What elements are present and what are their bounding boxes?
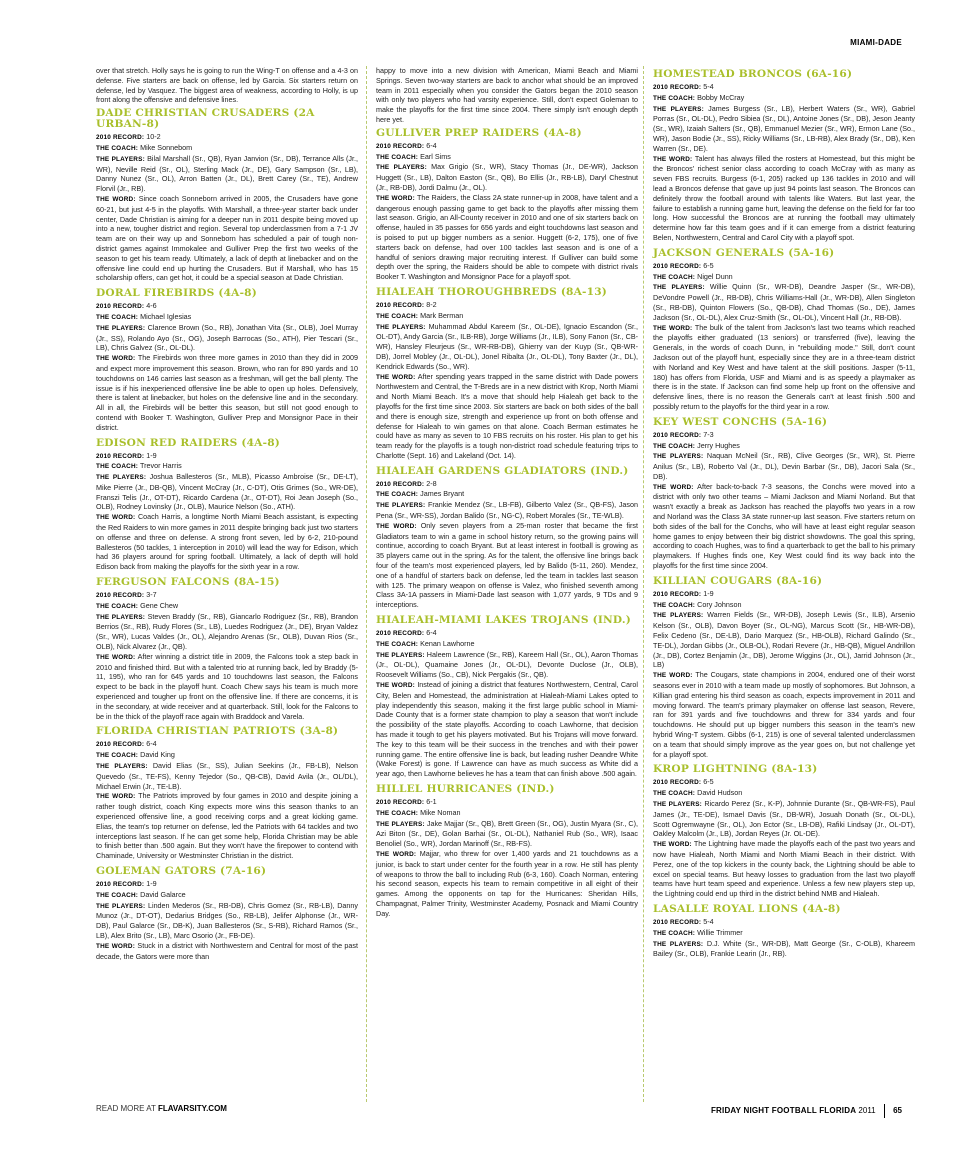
- page-number: 65: [893, 1106, 902, 1116]
- team-word-text: The Cougars, state champions in 2004, endured one of their worst seasons ever in 2010 with a team made up mostly of sophomores. But Johnson, a Killian grad entering his third season as coach, expects improvement in 2011 and moving forward. The team's primary playmaker on offense last season, Revere, ran for 391 yards and five touchdowns and threw for 334 yards and four touchdowns. He should put up bigger numbers this season in the team's new hybrid Wing-T system. Gibbs (6-1, 215) is one of several talented underclassmen on a team that should simply improve as the year goes on, but not challenge yet for a playoff spot.: [653, 670, 915, 759]
- team-coach-text: Gene Chew: [140, 600, 179, 610]
- team-players-text: David Elias (Sr., SS), Julian Seekins (Jr., FB-LB), Nelson Quevedo (Sr., TE-FS), Kenny Tejedor (So., QB-CB), David Avila (Jr., OL/DL), Michael Erwin (Jr., TE-LB).: [96, 761, 359, 791]
- team-profile: [376, 287, 638, 461]
- team-word-label: THE WORD:: [96, 195, 136, 203]
- team-profile: [653, 69, 915, 243]
- team-players-text: Jake Majjar (Sr., QB), Brett Green (Sr., OG), Justin Myara (Sr., C), Azi Biton (Sr., DE), Golan Barhai (Sr., OL-DL), Nathaniel Rub (So., WR), Isaac Benoliel (So., WR), Jordan Marinoff (Sr., RB-FS).: [376, 818, 638, 849]
- team-players: [653, 799, 915, 839]
- team-players-label: THE PLAYERS:: [653, 801, 703, 808]
- team-coach: [653, 272, 915, 283]
- team-record-label: 2010 RECORD:: [96, 134, 145, 142]
- team-profile: [653, 417, 915, 571]
- team-record-text: 6-5: [703, 777, 714, 787]
- team-coach-label: THE COACH:: [96, 891, 139, 899]
- team-word-text: Talent has always filled the rosters at Homestead, but this might be the Broncos' richest senior class according to coach McCray with as many as seven FBS recruits. Burgess (6-1, 205) racked up 136 tackles in 2010 and will lead a Broncos defense that gave up just 94 points last season. The Broncos can definitely throw the football around with talents like Waters. But last year, the failure to establish a running game hurt, leaving the defense on the field for far too long. How successful the Broncos are at running the football may ultimately determine how far this team goes and if it can emerge from a district featuring Belen, Northwestern, Central and Carol City with a playoff spot.: [653, 153, 916, 242]
- team-players-text: Naquan McNeil (Sr., RB), Clive Georges (Sr., WR), St. Pierre Anilus (Sr., LB), Roberto Val (Jr., DL), Devin Barbar (Sr., DB), Jacori Sala (Sr., DB).: [653, 451, 915, 481]
- team-word-text: The Patriots improved by four games in 2010 and despite joining a rather tough district, coach King expects more wins this season thanks to an experienced offensive line, a good receiving corps and a great kicking game. Elias, the team's top returner on defense, led the Patriots with 64 tackles and two interceptions last season. If he can get some help, Florida Christian may be able to finish better than .500 again. But they won't have the firepower to contend with Chaminade, University or Westminster Christian in the district.: [96, 791, 358, 861]
- team-players: [376, 650, 638, 680]
- team-word-label: THE WORD:: [653, 483, 694, 491]
- read-more-prefix: READ MORE AT: [96, 1104, 158, 1113]
- team-players: [376, 162, 638, 192]
- team-players-text: Warren Fields (Sr., WR-DB), Joseph Lewis (Sr., ILB), Arsenio Kelson (Sr., OLB), Davon Boyer (Sr., OL-NG), Marcus Scott (Sr., HB-WR-DB), Felix Cedeno (Sr., DE-LB), Dario Marquez (Sr., HB-OLB), Richard Galindo (Sr., TE-DL), Jordan Gibbs (Jr., OLB-OL), Rodari Revere (Jr., HB-QB), Miguel Andrillon (Jr., DB), Cortez Benjamin (Jr., DB), Jerome Wiggins (Jr., OL), Jarrid Johnson (Jr., LB): [653, 610, 916, 670]
- team-profile: [96, 726, 358, 861]
- team-record: [653, 82, 915, 93]
- team-word: [96, 194, 358, 283]
- team-word-label: THE WORD:: [96, 514, 136, 522]
- team-coach-label: THE COACH:: [376, 491, 419, 499]
- team-players-text: Clarence Brown (So., RB), Jonathan Vita (Sr., OLB), Joel Murray (Jr., SS), Rolando Ayo (Sr., OG), Joseph Barrocas (So., ATH), Pier Tescari (Sr., LB), Chris Galvez (Sr., OL-DL).: [96, 322, 358, 353]
- team-record-label: 2010 RECORD:: [653, 262, 702, 270]
- team-players: [653, 939, 915, 960]
- team-word-label: THE WORD:: [653, 155, 693, 163]
- team-word-label: THE WORD:: [376, 194, 415, 202]
- team-name: EDISON RED RAIDERS (4A-8): [96, 436, 280, 449]
- team-coach: [653, 93, 915, 104]
- team-record-label: 2010 RECORD:: [376, 301, 425, 309]
- team-coach-text: Cory Johnson: [697, 599, 742, 609]
- team-profile: [376, 128, 638, 282]
- team-name: JACKSON GENERALS (5A-16): [653, 246, 835, 259]
- team-coach-text: Mike Noman: [420, 807, 461, 817]
- team-coach-label: THE COACH:: [376, 312, 419, 320]
- team-players-text: Ricardo Perez (Sr., K-P), Johnnie Durante (Sr., QB-WR-FS), Paul James (Jr., TE-DE), Ismael Davis (Sr., DB-WR), Josuah Donath (Sr., OL-DL), Scott Ogremwayne (Sr., OL), Jon Ector (Sr., LB-DB), Rafiki Lindsay (Jr., OL-DT), Oakley Malcolm (Jr., LB), Jordan Reyes (Jr. OL-DE).: [653, 799, 916, 839]
- team-record-text: 6-1: [426, 797, 437, 806]
- team-word-text: Stuck in a district with Northwestern and Central for most of the past decade, the Gators were more than: [96, 940, 358, 961]
- team-players-label: THE PLAYERS:: [96, 324, 146, 332]
- team-record-label: 2010 RECORD:: [653, 84, 702, 91]
- team-coach-label: THE COACH:: [653, 442, 696, 450]
- team-word-text: Coach Harris, a longtime North Miami Beach assistant, is expecting the Red Raiders to win more games in 2011 despite bringing back just two starters on offense and three on defense. A strong front seven, led by 6-2, 210-pound Ballesteros (50 tackles, 1 interception in 2010) will lead the way for Edison, which had 36 players around for spring football. Ultimately, a lack of depth will hold Edison back from making the playoffs for the sixth year in a row.: [96, 512, 359, 572]
- team-name: HILLEL HURRICANES (IND.): [376, 783, 555, 795]
- page-footer: [96, 1104, 902, 1118]
- team-word-label: THE WORD:: [96, 653, 136, 661]
- team-coach-label: THE COACH:: [376, 809, 419, 817]
- team-record-label: 2010 RECORD:: [96, 741, 145, 749]
- team-coach-label: THE COACH:: [653, 601, 696, 609]
- team-players-label: THE PLAYERS:: [653, 940, 704, 948]
- team-players-label: THE PLAYERS:: [376, 651, 425, 659]
- team-coach-label: THE COACH:: [96, 752, 139, 760]
- team-record-label: 2010 RECORD:: [96, 880, 145, 888]
- team-word: [653, 154, 915, 243]
- team-players: [376, 819, 638, 849]
- team-coach: [653, 441, 915, 452]
- team-coach-label: THE COACH:: [376, 153, 419, 161]
- team-coach-text: David King: [140, 750, 175, 760]
- team-name: DADE CHRISTIAN CRUSADERS (2A URBAN-8): [96, 107, 315, 131]
- team-coach: [653, 600, 915, 611]
- team-record: [96, 739, 358, 750]
- team-record-text: 4-6: [146, 301, 157, 311]
- team-profile: [96, 288, 358, 432]
- team-word-label: THE WORD:: [376, 373, 416, 381]
- team-profile: [653, 764, 915, 899]
- team-coach: [96, 461, 358, 472]
- team-coach-label: THE COACH:: [653, 273, 696, 281]
- team-record: [96, 301, 358, 312]
- team-players: [376, 500, 638, 521]
- team-name: FLORIDA CHRISTIAN PATRIOTS (3A-8): [96, 725, 339, 738]
- team-record-label: 2010 RECORD:: [653, 431, 702, 439]
- team-word-text: After back-to-back 7-3 seasons, the Conchs were moved into a district with only two other teams – Miami Jackson and Miami Norland. But that wasn't exactly a break as Jackson has reached the playoffs two years in a row and Norland was the Class 3A state runner-up last season. Five starters return on both sides of the ball for the Conchs, who will have at least eight regular season home games to enjoy between their big district showdowns. The goal this spring, according to coach Hughes, was to find a quarterback to get the ball to his primary playmakers. If Hughes finds one, Key West could find its way back into the playoffs for the first time since 2004.: [653, 481, 915, 571]
- team-profile: [653, 248, 915, 412]
- team-record-text: 7-3: [703, 429, 714, 439]
- team-record-label: 2010 RECORD:: [96, 303, 145, 311]
- team-record-text: 2-8: [426, 478, 437, 488]
- team-name: HIALEAH THOROUGHBREDS (8A-13): [376, 285, 607, 298]
- team-word: [653, 323, 915, 412]
- team-players-label: THE PLAYERS:: [653, 105, 704, 113]
- team-profile: [96, 577, 358, 721]
- team-players-label: THE PLAYERS:: [376, 820, 425, 828]
- team-word-label: THE WORD:: [96, 355, 136, 363]
- team-players-label: THE PLAYERS:: [96, 902, 146, 910]
- team-name: HOMESTEAD BRONCOS (6A-16): [653, 68, 853, 80]
- team-players-label: THE PLAYERS:: [653, 612, 704, 620]
- team-players: [96, 154, 358, 194]
- team-word-label: THE WORD:: [653, 672, 693, 680]
- team-word: [96, 353, 358, 432]
- team-record-text: 6-4: [426, 140, 437, 150]
- team-players: [96, 901, 358, 941]
- team-profile: [96, 438, 358, 573]
- team-coach: [653, 928, 915, 939]
- team-word-text: The Raiders, the Class 2A state runner-up in 2008, have talent and a dangerous enough passing game to get back to the playoffs after missing them last season. Grigio, an All-County receiver in 2010 and one of six starters back on offense, hauled in 35 passes for 656 yards and eight touchdowns last season and is poised to put up bigger numbers as a senior. Huggett (6-2, 175), one of five starters back on defense, had over 100 tackles last season and is one of a handful of seniors drawing major recruiting interest. If Gulliver can build some depth over the spring, the Raiders should be able to compete with district rivals Booker T. Washington and Monsignor Pace for a playoff spot.: [376, 192, 638, 282]
- column-1: [96, 66, 358, 966]
- team-coach-label: THE COACH:: [96, 313, 139, 321]
- team-players-text: Muhammad Abdul Kareem (Sr., OL-DE), Ignacio Escandon (Sr., OL-DT), Andy Garcia (Sr., ILB-RB), Jorge Williams (Jr., ILB), Sony Fanon (Sr., CB-WR), Hansley Fleurjeus (Sr., WR-RB-DB), Ghierry van der Kuyp (Sr., QB-WR-DB), Jorrel Mobley (Jr., OL-DL), Jonel Ribalta (Jr., OL-DL), Tony Baxter (Jr., DL), Kendrick Edwards (So., WR).: [376, 321, 639, 371]
- team-record-label: 2010 RECORD:: [376, 480, 425, 488]
- team-word-label: THE WORD:: [96, 793, 136, 801]
- team-record-label: 2010 RECORD:: [653, 779, 702, 787]
- team-word-label: THE WORD:: [653, 324, 693, 332]
- team-name: KILLIAN COUGARS (8A-16): [653, 574, 823, 587]
- team-record-label: 2010 RECORD:: [653, 918, 702, 926]
- magazine-name: FRIDAY NIGHT FOOTBALL FLORIDA: [710, 1106, 857, 1116]
- team-record-label: 2010 RECORD:: [376, 630, 425, 638]
- team-coach-text: Michael Iglesias: [140, 311, 192, 321]
- team-players: [653, 610, 915, 670]
- team-word-text: After spending years trapped in the same district with Dade powers Northwestern and Central, the T-Breds are in a new district with Krop, North Miami and North Miami Beach. It's a move that should help Hialeah get back to the playoffs for the first time since 2003. Six starters are back on both sides of the ball and there is enough size, strength and experience up front on both offense and defense for Hialeah to win games on that alone. Coach Berman estimates he could have as many as seven to 10 FBS recruits on his roster. His plan to get his team ready for the playoffs is a tough non-district road schedule featuring trips to Charlotte (Sept. 16) and Lakeland (Oct. 14).: [376, 371, 638, 460]
- team-players-text: Linden Mederos (Sr., RB-DB), Chris Gomez (Sr., RB-LB), Danny Munoz (Jr., DT-OT), Dedarius Bridges (So., RB-LB), Jelifer Alphonse (Jr., WR-DB), Paul Galarce (Sr., DB-K), Juan Ballesteros (Sr., S-RB), Richard Ramos (Sr., LB), Alex Brito (Sr., LB), Marc Osorio (Jr., FB-DE).: [96, 900, 358, 940]
- team-coach-text: Willie Trimmer: [697, 927, 743, 937]
- team-coach-text: James Bryant: [420, 489, 465, 499]
- team-record-text: 6-4: [426, 628, 437, 638]
- team-profile: [376, 784, 638, 919]
- team-profile: [96, 866, 358, 961]
- team-word-text: Only seven players from a 25-man roster that became the first Gladiators team to win a game in school history return, so the growing pains will continue, according to coach Bryant. But at least interest in football is growing as 35 players came out in the spring. As for the talent, the offensive line brings back four of the team's most experienced players, led by Balido (5-11, 260). Mendez, one of a handful of starters back on defense, led the team in tackles last season with 125. The primary weapon on offense is Valez, who finished seventh among Class 3A-1A passers in Miami-Dade last season with 1,077 yards, 9 TDs and 9 interceptions.: [376, 520, 639, 610]
- team-word: [376, 521, 638, 610]
- team-coach-text: Mike Sonnebom: [140, 142, 193, 152]
- team-players-label: THE PLAYERS:: [376, 164, 427, 172]
- team-players: [96, 761, 358, 791]
- team-coach-label: THE COACH:: [653, 790, 696, 798]
- team-name: HIALEAH-MIAMI LAKES TROJANS (IND.): [376, 614, 632, 627]
- team-coach-text: Mark Berman: [420, 310, 464, 320]
- team-coach-label: THE COACH:: [653, 94, 696, 102]
- team-name: KROP LIGHTNING (8A-13): [653, 763, 818, 776]
- team-name: DORAL FIREBIRDS (4A-8): [96, 287, 257, 300]
- team-profile: [376, 615, 638, 779]
- team-profile: [653, 904, 915, 959]
- team-word: [96, 652, 358, 722]
- team-name: KEY WEST CONCHS (5A-16): [653, 415, 828, 428]
- team-word: [376, 680, 638, 779]
- team-record-text: 6-4: [146, 739, 157, 749]
- column-divider: [643, 66, 644, 1102]
- team-record: [376, 479, 638, 490]
- folio-divider: [884, 1104, 885, 1118]
- team-word-label: THE WORD:: [376, 682, 416, 690]
- team-coach-label: THE COACH:: [96, 602, 139, 610]
- team-word: [653, 482, 915, 571]
- team-record: [96, 590, 358, 601]
- team-coach-label: THE COACH:: [653, 929, 696, 937]
- team-coach: [376, 808, 638, 819]
- team-word-text: After winning a district title in 2009, the Falcons took a step back in 2010 and finished third. But with a talented trio at running back, led by Braddy (5-11, 195), who ran for 645 yards and 10 touchdowns last season, the Falcons expect to be back in the playoff hunt. Coach Chew says his team is much more experienced and tougher up front on the offensive line. If there are concerns, it is in the secondary, at wide receiver and at quarterback. Still, look for the Falcons to be in the thick of the playoff race again with Braddock and Varela.: [96, 651, 358, 721]
- team-record: [653, 589, 915, 600]
- team-coach: [96, 601, 358, 612]
- team-record-text: 6-5: [703, 260, 714, 270]
- team-coach-text: Nigel Dunn: [697, 271, 733, 281]
- team-word: [653, 839, 915, 899]
- team-coach: [96, 312, 358, 323]
- team-word-label: THE WORD:: [653, 841, 692, 849]
- team-name: GULLIVER PREP RAIDERS (4A-8): [376, 126, 582, 139]
- team-players-text: D.J. White (Sr., WR-DB), Matt George (Sr., C-OLB), Khareem Bailey (Sr., OLB), Frankie Learin (Jr., RB).: [653, 938, 915, 959]
- team-profile: [96, 108, 358, 283]
- team-word-text: The bulk of the talent from Jackson's last two teams which reached the playoffs either graduated (13 seniors) or transferred (five), leaving the Generals, in the words of coach Dunn, in "rebuilding mode." Still, don't count Jackson out of the playoff hunt, especially since they are in a three-team district with Norland and Key West and have talent at the skill positions. Jasper (5-11, 180) has offers from Florida, USF and Miami and is as speedy a playmaker as there is in the state. If Jackson can find some help up front on the offensive and defensive lines, there is no reason the Generals can't at least finish .500 and possibly return to the playoffs for the third year in a row.: [653, 322, 916, 411]
- team-name: HIALEAH GARDENS GLADIATORS (IND.): [376, 464, 629, 477]
- team-players-text: Steven Braddy (Sr., RB), Giancarlo Rodriguez (Sr., RB), Brandon Berrios (Sr., RB), Rudy Flores (Sr., LB), Luedes Rodriguez (Jr., DE), Bryan Valdez (Sr., WR), Lucas Valdes (Jr., OL), Alejandro Arenas (Sr., OLB), Duvan Rios (Sr., OLB), Nick Alvarez (Jr., QB).: [96, 611, 358, 652]
- team-word-label: THE WORD:: [96, 942, 136, 950]
- team-coach-text: Jerry Hughes: [697, 440, 740, 450]
- team-record-text: 1-9: [146, 878, 157, 888]
- column-2: [376, 66, 638, 924]
- team-players-text: Frankie Mendez (Sr., LB-FB), Gilberto Valez (Sr., QB-FS), Jason Pena (Sr., WR-SS), Jordan Balido (Sr., NG-C), Robert Morales (Sr., TE-WLB).: [376, 500, 638, 521]
- team-players: [653, 451, 915, 481]
- team-coach-text: David Hudson: [697, 788, 743, 798]
- column-3: [653, 66, 915, 964]
- team-players-label: THE PLAYERS:: [96, 155, 145, 163]
- team-record-text: 1-9: [146, 450, 157, 460]
- team-word-text: Majjar, who threw for over 1,400 yards and 21 touchdowns as a junior, is back to start under center for the fourth year in a row. He still has plenty of weapons to throw the ball to including Rub (6-3, 160). Coach Norman, entering his second season, expects his team to remain competitive in all eight of their games. Among the opponents on tap for the Hurricanes: Sheridan Hills, Champagnat, Palmer Trinity, Westminster Academy, Posnack and Miami Country Day.: [376, 848, 639, 918]
- team-record-text: 10-2: [146, 132, 161, 142]
- team-word: [376, 193, 638, 282]
- team-coach-label: THE COACH:: [96, 463, 139, 471]
- team-coach: [96, 143, 358, 154]
- team-coach-text: Bobby McCray: [697, 92, 745, 102]
- team-record: [653, 777, 915, 788]
- team-players-text: Haleem Lawrence (Sr., RB), Kareem Hall (Sr., OL), Aaron Thomas (Jr., OL-DL), Quamaine Jones (Jr., OL-DL), Devonte Duclose (Jr., OLB), Roosevelt Williams (So., CB), Nick Pergakis (Sr., QB).: [376, 649, 638, 680]
- team-word-text: The Firebirds won three more games in 2010 than they did in 2009 and expect more improvement this season. Brown, who ran for 890 yards and 10 touchdowns on 146 carries last season as a freshman, will get the ball plenty. The issue is if his inexperienced offensive line be able to open up holes. Defensively, there is talent at linebacker, but holes on the defensive line and in the secondary. All in all, the Firebirds will be better this season, but still not good enough to contend with Booker T. Washington, Gulliver Prep and Monsignor Pace in their district.: [96, 353, 359, 432]
- team-players: [653, 282, 915, 322]
- team-coach: [96, 750, 358, 761]
- team-record-text: 8-2: [426, 299, 437, 309]
- team-coach: [653, 788, 915, 799]
- team-coach-label: THE COACH:: [96, 144, 139, 152]
- team-record: [376, 141, 638, 152]
- team-players: [96, 612, 358, 652]
- team-coach-label: THE COACH:: [376, 640, 419, 648]
- team-players-text: Bilal Marshall (Sr., QB), Ryan Janvion (Sr., DB), Terrance Alls (Jr., WR), Neville Reid (Sr., OL), Sterling Mack (Jr., DE), Gary Sampson (Sr., LB), Danny Nunez (Sr., OL), Arron Batten (Jr., DL), Brett Carey (Sr., TE), Andrew Florvil (Jr., RB).: [96, 153, 359, 194]
- team-word: [96, 791, 358, 861]
- team-players: [96, 472, 358, 512]
- team-coach-text: Kenan Lawhorne: [420, 638, 475, 648]
- magazine-year: 2011: [858, 1106, 876, 1116]
- team-players-label: THE PLAYERS:: [96, 763, 148, 771]
- team-players-label: THE PLAYERS:: [376, 323, 426, 331]
- intro-text: happy to move into a new division with American, Miami Beach and Miami Springs. Seven two-way starters are back to anchor what should be an improved team in 2011 especially when you consider the Gators began the 2010 season with only two players who had varsity experience. Still, don't expect Goleman to make the playoffs for the first time since 2004. There simply isn't enough depth here yet.: [376, 66, 638, 124]
- team-players: [96, 323, 358, 353]
- team-record: [96, 132, 358, 143]
- intro-continuation: [376, 66, 638, 125]
- team-record-label: 2010 RECORD:: [96, 452, 145, 460]
- team-coach-text: Earl Sims: [420, 151, 451, 161]
- team-record-label: 2010 RECORD:: [96, 592, 145, 600]
- team-coach: [376, 152, 638, 163]
- team-players-text: James Burgess (Sr., LB), Herbert Waters (Sr., WR), Gabriel Porras (Sr., OL-DL), Pedro Sibiea (Sr., DL), Antoine Jones (Sr., DB), Jeson Jeanty (Sr., WR), Izaiah Salters (Sr., QB), Emmanuel Mezier (Sr., WR), Ermon Lane (So., WR), Jason Bodie (Jr., SS), Ricky Williams (Sr., LB-RB), Alex Brady (Sr., DB), Ken Warren (Sr., DE).: [653, 103, 916, 153]
- team-record: [376, 797, 638, 808]
- team-record: [653, 430, 915, 441]
- team-players-label: THE PLAYERS:: [376, 502, 426, 510]
- team-word: [376, 372, 638, 461]
- team-players-label: THE PLAYERS:: [96, 613, 146, 621]
- team-word: [96, 941, 358, 962]
- team-coach-text: Trevor Harris: [140, 461, 182, 471]
- team-word: [376, 849, 638, 919]
- team-coach: [376, 639, 638, 650]
- team-record: [653, 917, 915, 928]
- team-profile: [376, 466, 638, 610]
- folio: [711, 1104, 902, 1118]
- team-word-text: Since coach Sonneborn arrived in 2005, the Crusaders have gone 60-21, but just 4-5 in the playoffs. With Marshall, a three-year starter back under center, Dade Christian is aiming for a deeper run in 2011 despite being moved up into a new, tougher district and region. Several top underclassmen from a 7-1 JV team are on their way up and Sonneborn has scheduled a pair of tough non-district games against Immokalee and Gulliver Prep the first two weeks of the season to get his team ready. Ultimately, a lack of depth at linebacker and on the offensive line could end up hurting the Crusaders. But if Marshall, who has 15 scholarship offers, can get hot, it could be a special season at Dade Christian.: [96, 193, 359, 283]
- intro-text: over that stretch. Holly says he is going to run the Wing-T on offense and a 4-3 on defense. Five starters are back on offense, led by Garcia. Six starters return on defense, led by Vasquez. The biggest area of weakness, according to Holly, is up front along the offensive and defensive lines.: [96, 66, 358, 105]
- team-record: [96, 879, 358, 890]
- team-record-label: 2010 RECORD:: [376, 142, 425, 150]
- team-players-text: Max Grigio (Sr., WR), Stacy Thomas (Jr., DE-WR), Jackson Huggett (Sr., LB), Dalton Easton (Sr., QB), Bo Ellis (Jr., RB-LB), Daryl Chestnut (Jr., RB-DB), Jordi Dalmu (Jr., OL).: [376, 162, 639, 192]
- team-record-label: 2010 RECORD:: [376, 799, 425, 806]
- read-more-link[interactable]: FLAVARSITY.COM: [157, 1104, 227, 1113]
- team-coach: [376, 489, 638, 500]
- team-name: GOLEMAN GATORS (7A-16): [96, 864, 267, 877]
- team-players-label: THE PLAYERS:: [96, 474, 147, 482]
- team-players-label: THE PLAYERS:: [653, 284, 705, 292]
- team-coach-text: David Galarce: [140, 889, 186, 899]
- team-record-label: 2010 RECORD:: [653, 590, 702, 598]
- team-word-text: The Lightning have made the playoffs each of the past two years and now have Hialeah, North Miami and North Miami Beach in their district. With Perez, one of the top kickers in the county back, the Lightning should be able to excel on special teams. But heavy losses to graduation from the last two playoff teams have hurt team speed and experience. Unless a few new players step up, the Lightning could end up third in the district behind NMB and Hialeah.: [653, 839, 916, 899]
- team-record-text: 1-9: [703, 588, 714, 598]
- team-profile: [653, 576, 915, 760]
- team-record: [376, 628, 638, 639]
- intro-continuation: [96, 66, 358, 105]
- read-more: [96, 1104, 227, 1113]
- team-coach: [96, 890, 358, 901]
- team-coach: [376, 311, 638, 322]
- team-record-text: 5-4: [703, 916, 714, 926]
- team-word: [653, 670, 915, 759]
- team-players-label: THE PLAYERS:: [653, 453, 704, 461]
- team-record: [653, 261, 915, 272]
- team-word-label: THE WORD:: [376, 522, 417, 530]
- team-players-text: Willie Quinn (Sr., WR-DB), Deandre Jasper (Sr., WR-DB), DeVondre Powell (Jr., RB-DB), Chris Williams-Hall (Jr., WR-DB), Allen Singleton (Sr., RB-DB), Quinton Flowers (So., QB-DB), Chad Thomas (So., DE), James Jackson (Sr., OL-DL), Alex Cruz-Smith (Sr., OL-DL), Vincent Hall (Jr., RB-DB).: [653, 282, 915, 322]
- team-name: LASALLE ROYAL LIONS (4A-8): [653, 902, 841, 915]
- team-word-label: THE WORD:: [376, 850, 417, 858]
- column-divider: [366, 66, 367, 1102]
- team-word: [96, 512, 358, 572]
- team-players-text: Joshua Ballesteros (Sr., MLB), Picasso Ambroise (Sr., DE-LT), Mike Pierre (Jr., DB-QB), Vincent McCray (Jr., C-DT), Otis Grimes (So., WR-DE), Franszi Telis (Jr., OT-DT), Ricardo Cardena (Jr., OT-DT), Roi Jean Joseph (So., OLB), Rodney Lovinsky (Jr., OLB), Maurice Nelson (So., ATH).: [96, 472, 359, 512]
- team-record-text: 3-7: [146, 590, 157, 600]
- team-players: [653, 104, 915, 154]
- team-record-text: 5-4: [703, 82, 714, 91]
- team-players: [376, 322, 638, 372]
- team-record: [376, 300, 638, 311]
- team-word-text: Instead of joining a district that features Northwestern, Central, Carol City, Belen and Homestead, the administration at Hialeah-Miami Lakes opted to play independently this season, making it the first large public school in Miami-Dade County that is a former state champion to play a season that won't include the possibility of the state playoffs. According to coach Lawhorne, that decision has made it tough to get his players motivated. But his Trojans will move forward. The key to this team will be their success in the trenches and with their power running game. The entire offensive line is back, but leading rusher Deandre White (Wake Forest) is gone. If Lawrence can have as much success as White did a year ago, then Lawhorne believes he has a team that can finish above .500 again.: [376, 680, 639, 779]
- team-name: FERGUSON FALCONS (8A-15): [96, 576, 280, 589]
- team-record: [96, 451, 358, 462]
- section-tag: MIAMI-DADE: [850, 38, 902, 47]
